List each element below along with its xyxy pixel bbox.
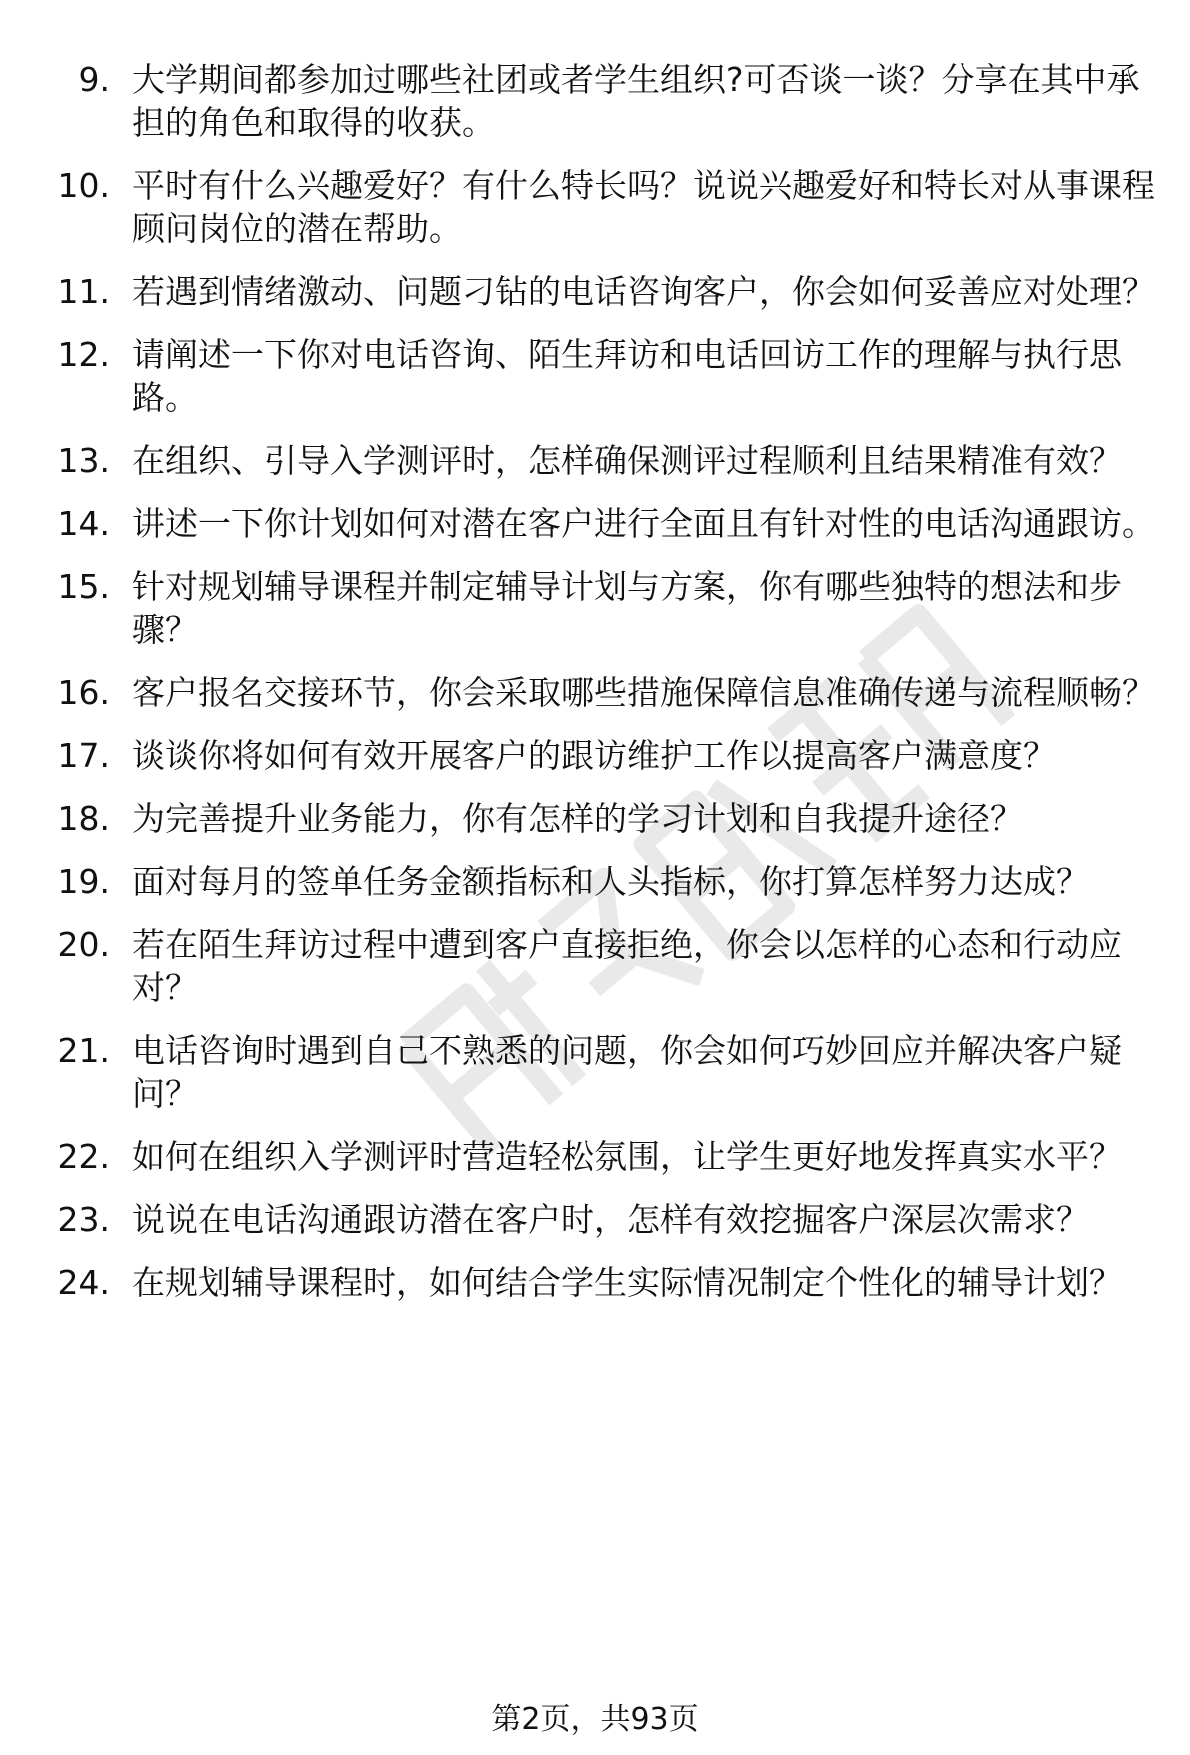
question-text: 大学期间都参加过哪些社团或者学生组织?可否谈一谈？分享在其中承担的角色和取得的收获。 [132, 60, 1140, 142]
question-text: 若遇到情绪激动、问题刁钻的电话咨询客户，你会如何妥善应对处理？ [132, 272, 1155, 311]
question-number: 9. [78, 60, 110, 99]
question-number: 14. [57, 504, 110, 543]
question-text: 客户报名交接环节，你会采取哪些措施保障信息准确传递与流程顺畅？ [132, 673, 1155, 712]
question-text: 请阐述一下你对电话咨询、陌生拜访和电话回访工作的理解与执行思路。 [132, 335, 1122, 417]
question-item [0, 439, 1190, 482]
question-text: 在规划辅导课程时，如何结合学生实际情况制定个性化的辅导计划？ [132, 1263, 1122, 1302]
question-text: 针对规划辅导课程并制定辅导计划与方案，你有哪些独特的想法和步骤？ [132, 567, 1122, 649]
question-number: 20. [57, 925, 110, 964]
question-item [0, 58, 1190, 144]
question-item [0, 734, 1190, 777]
question-number: 12. [57, 335, 110, 374]
question-text: 面对每月的签单任务金额指标和人头指标，你打算怎样努力达成？ [132, 862, 1089, 901]
question-number: 18. [57, 799, 110, 838]
question-text: 如何在组织入学测评时营造轻松氛围，让学生更好地发挥真实水平？ [132, 1137, 1122, 1176]
question-number: 15. [57, 567, 110, 606]
question-item [0, 1261, 1190, 1304]
question-item [0, 333, 1190, 419]
question-number: 21. [57, 1031, 110, 1070]
question-number: 24. [57, 1263, 110, 1302]
question-item [0, 671, 1190, 714]
question-number: 22. [57, 1137, 110, 1176]
question-number: 23. [57, 1200, 110, 1239]
question-item [0, 502, 1190, 545]
question-text: 在组织、引导入学测评时，怎样确保测评过程顺利且结果精准有效？ [132, 441, 1122, 480]
question-item [0, 270, 1190, 313]
question-text: 平时有什么兴趣爱好？有什么特长吗？说说兴趣爱好和特长对从事课程顾问岗位的潜在帮助。 [132, 166, 1155, 248]
question-item [0, 860, 1190, 903]
page-footer: 第2页，共93页 [491, 1702, 699, 1737]
question-number: 11. [57, 272, 110, 311]
question-number: 10. [57, 166, 110, 205]
question-number: 19. [57, 862, 110, 901]
question-text: 为完善提升业务能力，你有怎样的学习计划和自我提升途径？ [132, 799, 1023, 838]
question-text: 说说在电话沟通跟访潜在客户时，怎样有效挖掘客户深层次需求？ [132, 1200, 1089, 1239]
question-number: 16. [57, 673, 110, 712]
question-item [0, 164, 1190, 250]
question-item [0, 1029, 1190, 1115]
question-item [0, 797, 1190, 840]
question-text: 讲述一下你计划如何对潜在客户进行全面且有针对性的电话沟通跟访。 [132, 504, 1155, 543]
question-item [0, 565, 1190, 651]
question-number: 13. [57, 441, 110, 480]
question-list [0, 58, 1190, 1324]
question-item [0, 923, 1190, 1009]
question-text: 若在陌生拜访过程中遭到客户直接拒绝，你会以怎样的心态和行动应对？ [132, 925, 1122, 1007]
question-item [0, 1198, 1190, 1241]
question-number: 17. [57, 736, 110, 775]
question-text: 电话咨询时遇到自己不熟悉的问题，你会如何巧妙回应并解决客户疑问？ [132, 1031, 1122, 1113]
question-text: 谈谈你将如何有效开展客户的跟访维护工作以提高客户满意度？ [132, 736, 1056, 775]
question-item [0, 1135, 1190, 1178]
